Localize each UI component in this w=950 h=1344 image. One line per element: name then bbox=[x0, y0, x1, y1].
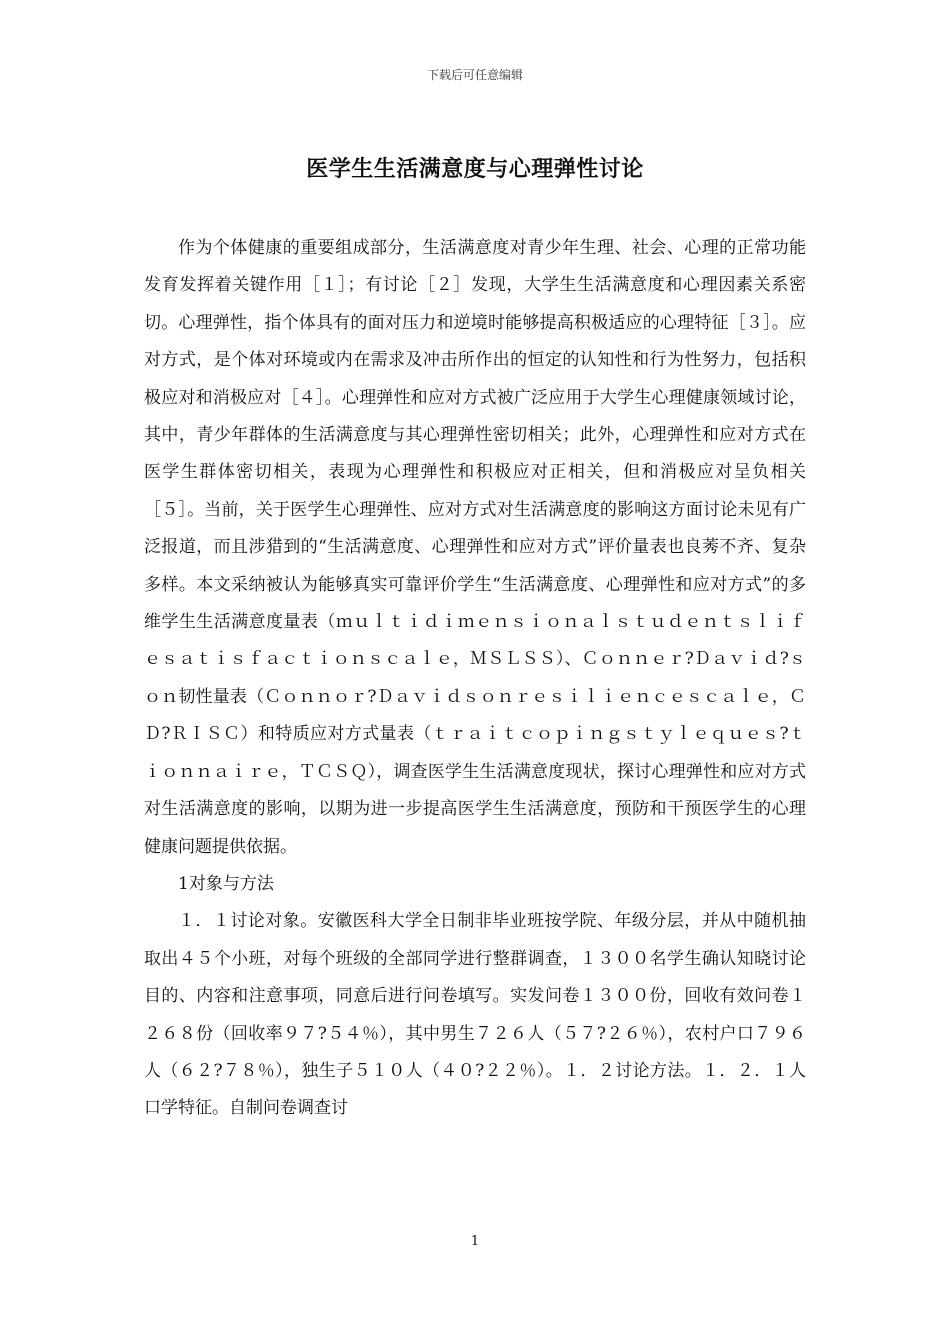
document-body bbox=[144, 230, 806, 1128]
page-number: 1 bbox=[470, 1234, 480, 1249]
paragraph-study-subjects: １．１讨论对象。安徽医科大学全日制非毕业班按学院、年级分层，并从中随机抽取出４５个小班，对每个班级的全部同学进行整群调查，１３００名学生确认知晓讨论目的、内容和注意事项，同意后进行问卷填写。实发问卷１３００份，回收有效问卷１２６８份（回收率９７?５４％），其中男生７２６人（５７?２６％），农村户口７９６人（６２?７８％），独生子５１０人（４０?２２％）。１．２讨论方法。１．２．１人口学特征。自制问卷调查讨 bbox=[144, 911, 806, 1119]
document-title: 医学生生活满意度与心理弹性讨论 bbox=[306, 157, 644, 182]
paragraph-introduction: 作为个体健康的重要组成部分，生活满意度对青少年生理、社会、心理的正常功能发育发挥着关键作用［１］；有讨论［２］发现，大学生生活满意度和心理因素关系密切。心理弹性，指个体具有的面对压力和逆境时能够提高积极适应的心理特征［３］。应对方式，是个体对环境或内在需求及冲击所作出的恒定的认知性和行为性努力，包括积极应对和消极应对［４］。心理弹性和应对方式被广泛应用于大学生心理健康领域讨论，其中，青少年群体的生活满意度与其心理弹性密切相关；此外，心理弹性和应对方式在医学生群体密切相关，表现为心理弹性和积极应对正相关，但和消极应对呈负相关［５］。当前，关于医学生心理弹性、应对方式对生活满意度的影响这方面讨论未见有广泛报道，而且涉猎到的“生活满意度、心理弹性和应对方式”评价量表也良莠不齐、复杂多样。本文采纳被认为能够真实可靠评价学生“生活满意度、心理弹性和应对方式”的多维学生生活满意度量表（ｍｕｌｔｉｄｉｍｅｎｓｉｏｎａｌｓｔｕｄｅｎｔｓｌｉｆｅｓａｔｉｓｆａｃｔｉｏｎｓｃａｌｅ，ＭＳＬＳＳ）、Ｃｏｎｎｅｒ?Ｄａｖｉｄ?ｓｏｎ韧性量表（Ｃｏｎｎｏｒ?Ｄａｖｉｄｓｏｎｒｅｓｉｌｉｅｎｃｅｓｃａｌｅ，ＣＤ?ＲＩＳＣ）和特质应对方式量表（ｔｒａｉｔｃｏｐｉｎｇｓｔｙｌｅｑｕｅｓ?ｔｉｏｎｎａｉｒｅ，ＴＣＳＱ），调查医学生生活满意度现状，探讨心理弹性和应对方式对生活满意度的影响，以期为进一步提高医学生生活满意度，预防和干预医学生的心理健康问题提供依据。 bbox=[144, 238, 806, 857]
header-note: 下载后可任意编辑 bbox=[426, 68, 523, 82]
section-heading-methods: 1对象与方法 bbox=[178, 873, 274, 894]
